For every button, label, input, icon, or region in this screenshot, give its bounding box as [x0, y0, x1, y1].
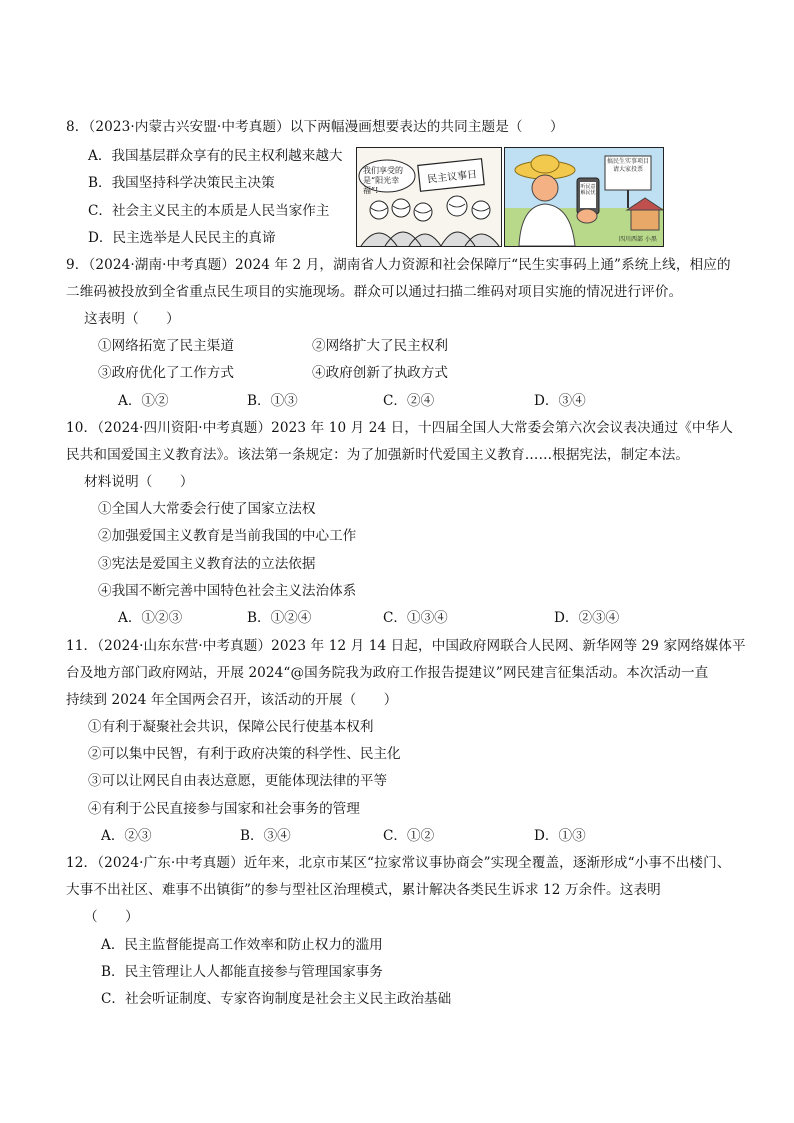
q10-stem-line-2: 民共和国爱国主义教育法》。该法第一条规定：为了加强新时代爱国主义教育……根据宪法，制定本法。 — [66, 447, 690, 463]
q8-stem: 8．（2023·内蒙古兴安盟·中考真题）以下两幅漫画想要表达的共同主题是（ ） — [66, 119, 564, 135]
comic-1-board-text: 民主议事日 — [426, 169, 478, 186]
q8-option-d: D．民主选举是人民民主的真谛 — [88, 230, 276, 246]
q12-option-b: B．民主管理让人人都能直接参与管理国家事务 — [101, 964, 383, 980]
q10-stem-line-3: 材料说明（ ） — [84, 474, 194, 490]
q11-choice-a: A．②③ — [101, 828, 152, 844]
q9-stem-line-2: 二维码被投放到全省重点民生项目的实施现场。群众可以通过扫描二维码对项目实施的情况进行评价。 — [66, 284, 683, 300]
q11-stem-line-1: 11．（2024·山东东营·中考真题）2023 年 12 月 14 日起，中国政府网联合人民网、新华网等 29 家网络媒体平 — [66, 638, 746, 654]
q8-option-b: B．我国坚持科学决策民主决策 — [88, 175, 275, 191]
comic-1-speech: 我们享受的是“阳光幸福”! — [363, 166, 403, 195]
q10-statement-2: ②加强爱国主义教育是当前我国的中心工作 — [98, 528, 357, 544]
q8-option-c: C．社会主义民主的本质是人民当家作主 — [88, 203, 330, 219]
comic-1-drawing — [357, 148, 501, 246]
q12-stem-line-1: 12．（2024·广东·中考真题）近年来，北京市某区“拉家常议事协商会”实现全覆盖，逐渐形成“小事不出楼门、 — [66, 855, 731, 871]
q11-choice-c: C．①② — [383, 828, 435, 844]
q9-stem-line-3: 这表明（ ） — [84, 311, 180, 327]
q11-statement-4: ④有利于公民直接参与国家和社会事务的管理 — [88, 801, 360, 817]
q11-stem-line-2: 台及地方部门政府网站，开展 2024“@国务院我为政府工作报告提建议”网民建言征集活动。本次活动一直 — [66, 665, 709, 681]
q10-choice-a: A．①②③ — [118, 610, 183, 626]
q12-stem-line-3: （ ） — [84, 909, 139, 925]
q9-statement-2: ②网络扩大了民主权利 — [312, 338, 448, 354]
q11-statement-1: ①有利于凝聚社会共识，保障公民行使基本权利 — [88, 719, 374, 735]
q12-option-a: A．民主监督能提高工作效率和防止权力的滥用 — [101, 937, 383, 953]
q10-choice-c: C．①③④ — [383, 610, 448, 626]
q9-statement-1: ①网络拓宽了民主渠道 — [98, 338, 234, 354]
comic-2-image — [504, 147, 664, 247]
q11-stem-line-3: 持续到 2024 年全国两会召开，该活动的开展（ ） — [66, 692, 398, 708]
q9-statement-3: ③政府优化了工作方式 — [98, 365, 234, 381]
q10-choice-d: D．②③④ — [554, 610, 620, 626]
q10-choice-b: B．①②④ — [247, 610, 312, 626]
q9-stem-line-1: 9．（2024·湖南·中考真题）2024 年 2 月，湖南省人力资源和社会保障厅“民生实事码上通”系统上线，相应的 — [66, 257, 731, 273]
q12-option-c: C．社会听证制度、专家咨询制度是社会主义民主政治基础 — [101, 991, 452, 1007]
q9-statement-4: ④政府创新了执政方式 — [312, 365, 448, 381]
q9-choice-d: D．③④ — [534, 393, 586, 409]
q11-choice-d: D．①③ — [534, 828, 586, 844]
q10-stem-line-1: 10．（2024·四川资阳·中考真题）2023 年 10 月 24 日，十四届全国人大常委会第六次会议表决通过《中华人 — [66, 420, 733, 436]
comic-2-phone-text: 听民意 解民忧 — [580, 184, 596, 196]
q9-choice-c: C．②④ — [383, 393, 435, 409]
q12-stem-line-2: 大事不出社区、难事不出镇街”的参与型社区治理模式，累计解决各类民生诉求 12 万余件。这表明 — [66, 882, 661, 898]
q11-statement-2: ②可以集中民智，有利于政府决策的科学性、民主化 — [88, 746, 401, 762]
q8-option-a: A．我国基层群众享有的民主权利越来越大 — [88, 148, 343, 164]
comic-2-sign-text: 搞民生实事项目 请大家投票 — [607, 158, 650, 173]
comic-1-image — [356, 147, 502, 247]
q9-choice-b: B．①③ — [247, 393, 298, 409]
comic-2-credit: 四川西部 小黑 — [619, 236, 657, 243]
q11-statement-3: ③可以让网民自由表达意愿，更能体现法律的平等 — [88, 773, 388, 789]
q10-statement-1: ①全国人大常委会行使了国家立法权 — [98, 501, 316, 517]
q10-statement-4: ④我国不断完善中国特色社会主义法治体系 — [98, 583, 357, 599]
q9-choice-a: A．①② — [118, 393, 169, 409]
q10-statement-3: ③宪法是爱国主义教育法的立法依据 — [98, 556, 316, 572]
q11-choice-b: B．③④ — [240, 828, 291, 844]
